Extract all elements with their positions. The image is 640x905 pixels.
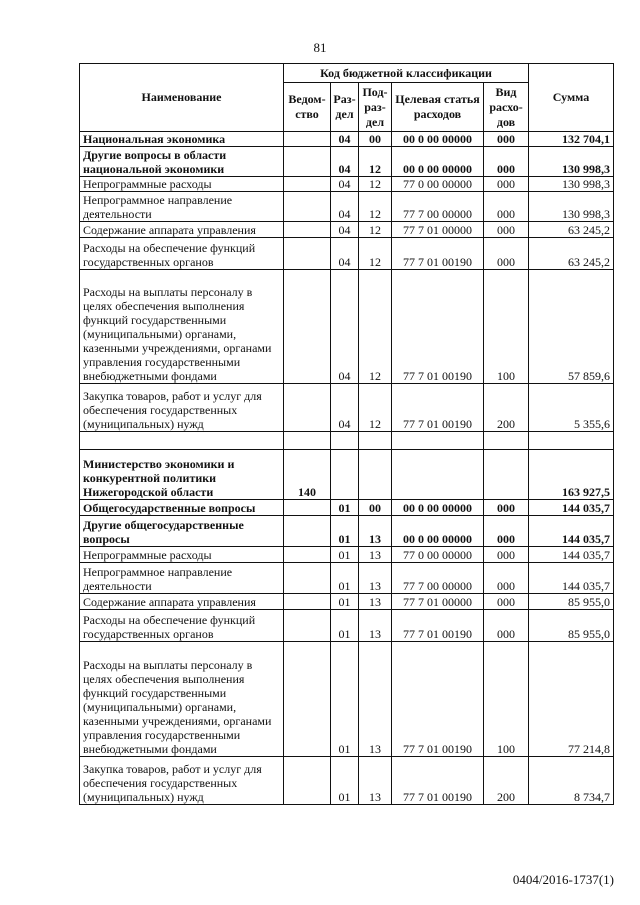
table-cell-expense-type: 200	[484, 384, 529, 432]
table-cell-target-article: 77 0 00 00000	[392, 177, 484, 192]
table-cell-name: Содержание аппарата управления	[80, 222, 284, 238]
header-subsection: Под-раз-дел	[359, 83, 392, 132]
table-cell-target-article: 77 7 00 00000	[392, 192, 484, 222]
table-cell-sum: 144 035,7	[529, 516, 614, 547]
table-cell-section: 01	[331, 757, 359, 805]
table-cell-subsection: 13	[359, 516, 392, 547]
table-cell-sum: 8 734,7	[529, 757, 614, 805]
table-cell-subsection: 12	[359, 177, 392, 192]
table-cell-name: Национальная экономика	[80, 132, 284, 147]
table-cell-section: 04	[331, 270, 359, 384]
table-cell-expense-type: 000	[484, 516, 529, 547]
header-section: Раз-дел	[331, 83, 359, 132]
table-cell-sum: 85 955,0	[529, 610, 614, 642]
table-cell-section: 01	[331, 642, 359, 757]
table-cell-department	[284, 594, 331, 610]
table-cell-department	[284, 610, 331, 642]
table-cell-target-article: 00 0 00 00000	[392, 500, 484, 516]
table-cell-expense-type: 200	[484, 757, 529, 805]
table-cell-name	[80, 432, 284, 450]
table-cell-name: Расходы на обеспечение функций государственных органов	[80, 610, 284, 642]
table-cell-name: Непрограммное направление деятельности	[80, 192, 284, 222]
table-cell-sum: 5 355,6	[529, 384, 614, 432]
table-cell-subsection: 00	[359, 500, 392, 516]
table-cell-subsection: 12	[359, 384, 392, 432]
table-cell-sum: 57 859,6	[529, 270, 614, 384]
table-cell-expense-type: 000	[484, 547, 529, 563]
table-cell-name: Непрограммные расходы	[80, 177, 284, 192]
table-row	[80, 547, 614, 563]
table-cell-sum: 130 998,3	[529, 147, 614, 177]
table-row	[80, 642, 614, 757]
table-cell-section: 01	[331, 547, 359, 563]
table-cell-target-article: 00 0 00 00000	[392, 516, 484, 547]
table-cell-department	[284, 757, 331, 805]
table-cell-sum: 130 998,3	[529, 177, 614, 192]
table-cell-sum: 132 704,1	[529, 132, 614, 147]
table-cell-subsection: 12	[359, 270, 392, 384]
table-cell-department	[284, 270, 331, 384]
table-cell-expense-type: 000	[484, 238, 529, 270]
table-cell-target-article: 77 7 00 00000	[392, 563, 484, 594]
table-row	[80, 450, 614, 500]
header-expense-type: Вид расхо-дов	[484, 83, 529, 132]
table-cell-subsection: 13	[359, 594, 392, 610]
table-cell-name: Министерство экономики и конкурентной политики Нижегородской области	[80, 450, 284, 500]
table-cell-name: Общегосударственные вопросы	[80, 500, 284, 516]
table-cell-name: Другие общегосударственные вопросы	[80, 516, 284, 547]
table-cell-name: Непрограммное направление деятельности	[80, 563, 284, 594]
table-cell-sum: 63 245,2	[529, 222, 614, 238]
table-cell-name: Непрограммные расходы	[80, 547, 284, 563]
table-cell-department	[284, 192, 331, 222]
table-cell-expense-type: 000	[484, 563, 529, 594]
table-cell-subsection: 00	[359, 132, 392, 147]
table-cell-target-article: 77 7 01 00190	[392, 610, 484, 642]
table-cell-department	[284, 432, 331, 450]
table-cell-section: 04	[331, 384, 359, 432]
table-row	[80, 270, 614, 384]
table-row	[80, 432, 614, 450]
table-cell-section: 04	[331, 177, 359, 192]
table-cell-target-article: 77 7 01 00000	[392, 222, 484, 238]
table-row	[80, 500, 614, 516]
table-cell-expense-type: 000	[484, 132, 529, 147]
budget-table	[79, 63, 614, 805]
table-cell-section: 04	[331, 222, 359, 238]
table-cell-department	[284, 547, 331, 563]
table-cell-expense-type	[484, 432, 529, 450]
table-cell-department	[284, 132, 331, 147]
table-cell-department: 140	[284, 450, 331, 500]
header-target-article: Целевая статья расходов	[392, 83, 484, 132]
table-row	[80, 563, 614, 594]
table-cell-section: 04	[331, 192, 359, 222]
table-cell-subsection: 13	[359, 610, 392, 642]
table-cell-name: Закупка товаров, работ и услуг для обеспечения государственных (муниципальных) нужд	[80, 384, 284, 432]
table-cell-department	[284, 238, 331, 270]
table-cell-expense-type: 000	[484, 500, 529, 516]
table-cell-target-article	[392, 432, 484, 450]
table-cell-sum: 144 035,7	[529, 500, 614, 516]
table-row	[80, 610, 614, 642]
header-sum: Сумма	[529, 64, 614, 132]
table-cell-sum: 163 927,5	[529, 450, 614, 500]
table-cell-section	[331, 450, 359, 500]
table-cell-subsection: 12	[359, 222, 392, 238]
table-cell-subsection: 13	[359, 757, 392, 805]
table-cell-subsection: 13	[359, 642, 392, 757]
table-row	[80, 147, 614, 177]
header-classification-group: Код бюджетной классификации	[284, 64, 529, 83]
table-cell-sum: 130 998,3	[529, 192, 614, 222]
table-cell-sum: 77 214,8	[529, 642, 614, 757]
table-cell-subsection: 12	[359, 192, 392, 222]
table-cell-expense-type: 000	[484, 177, 529, 192]
table-cell-subsection: 12	[359, 238, 392, 270]
table-cell-name: Другие вопросы в области национальной экономики	[80, 147, 284, 177]
table-cell-expense-type	[484, 450, 529, 500]
table-cell-name: Содержание аппарата управления	[80, 594, 284, 610]
table-cell-section	[331, 432, 359, 450]
table-cell-sum: 144 035,7	[529, 547, 614, 563]
table-row	[80, 238, 614, 270]
table-cell-expense-type: 000	[484, 610, 529, 642]
table-cell-target-article: 00 0 00 00000	[392, 147, 484, 177]
table-body	[80, 132, 614, 805]
table-cell-subsection	[359, 432, 392, 450]
table-cell-department	[284, 563, 331, 594]
table-row	[80, 222, 614, 238]
table-row	[80, 516, 614, 547]
table-cell-section: 04	[331, 147, 359, 177]
table-cell-section: 01	[331, 563, 359, 594]
table-cell-target-article: 77 7 01 00190	[392, 642, 484, 757]
table-cell-name: Расходы на обеспечение функций государственных органов	[80, 238, 284, 270]
table-cell-expense-type: 000	[484, 192, 529, 222]
table-row	[80, 192, 614, 222]
table-cell-sum	[529, 432, 614, 450]
table-cell-target-article: 00 0 00 00000	[392, 132, 484, 147]
table-row	[80, 132, 614, 147]
table-cell-department	[284, 222, 331, 238]
table-cell-section: 01	[331, 610, 359, 642]
table-cell-section: 04	[331, 238, 359, 270]
table-cell-department	[284, 516, 331, 547]
table-cell-target-article: 77 7 01 00190	[392, 384, 484, 432]
table-row	[80, 177, 614, 192]
table-cell-section: 04	[331, 132, 359, 147]
table-cell-name: Расходы на выплаты персоналу в целях обеспечения выполнения функций государственными (муниципальными) органами, казенными учреждениями, органами управления государственными внебюджетными фондами	[80, 642, 284, 757]
table-cell-expense-type: 100	[484, 642, 529, 757]
table-cell-expense-type: 100	[484, 270, 529, 384]
table-row	[80, 757, 614, 805]
table-cell-target-article: 77 0 00 00000	[392, 547, 484, 563]
document-code: 0404/2016-1737(1)	[512, 872, 614, 887]
table-cell-name: Расходы на выплаты персоналу в целях обеспечения выполнения функций государственными (муниципальными) органами, казенными учреждениями, органами управления государственными внебюджетными фондами	[80, 270, 284, 384]
table-cell-sum: 63 245,2	[529, 238, 614, 270]
table-cell-target-article: 77 7 01 00000	[392, 594, 484, 610]
table-cell-sum: 85 955,0	[529, 594, 614, 610]
table-cell-expense-type: 000	[484, 594, 529, 610]
table-cell-department	[284, 500, 331, 516]
table-cell-section: 01	[331, 500, 359, 516]
table-cell-department	[284, 384, 331, 432]
table-cell-subsection: 12	[359, 147, 392, 177]
table-cell-sum: 144 035,7	[529, 563, 614, 594]
table-cell-expense-type: 000	[484, 222, 529, 238]
header-department: Ведом-ство	[284, 83, 331, 132]
table-row	[80, 594, 614, 610]
table-cell-target-article: 77 7 01 00190	[392, 238, 484, 270]
table-cell-subsection	[359, 450, 392, 500]
table-cell-section: 01	[331, 516, 359, 547]
table-cell-target-article: 77 7 01 00190	[392, 757, 484, 805]
table-row	[80, 384, 614, 432]
table-cell-department	[284, 147, 331, 177]
table-cell-department	[284, 177, 331, 192]
table-cell-subsection: 13	[359, 563, 392, 594]
header-name: Наименование	[80, 64, 284, 132]
table-cell-name: Закупка товаров, работ и услуг для обеспечения государственных (муниципальных) нужд	[80, 757, 284, 805]
table-cell-target-article	[392, 450, 484, 500]
table-cell-target-article: 77 7 01 00190	[392, 270, 484, 384]
table-cell-department	[284, 642, 331, 757]
table-cell-subsection: 13	[359, 547, 392, 563]
table-cell-section: 01	[331, 594, 359, 610]
table-cell-expense-type: 000	[484, 147, 529, 177]
page-number: 81	[313, 40, 327, 55]
